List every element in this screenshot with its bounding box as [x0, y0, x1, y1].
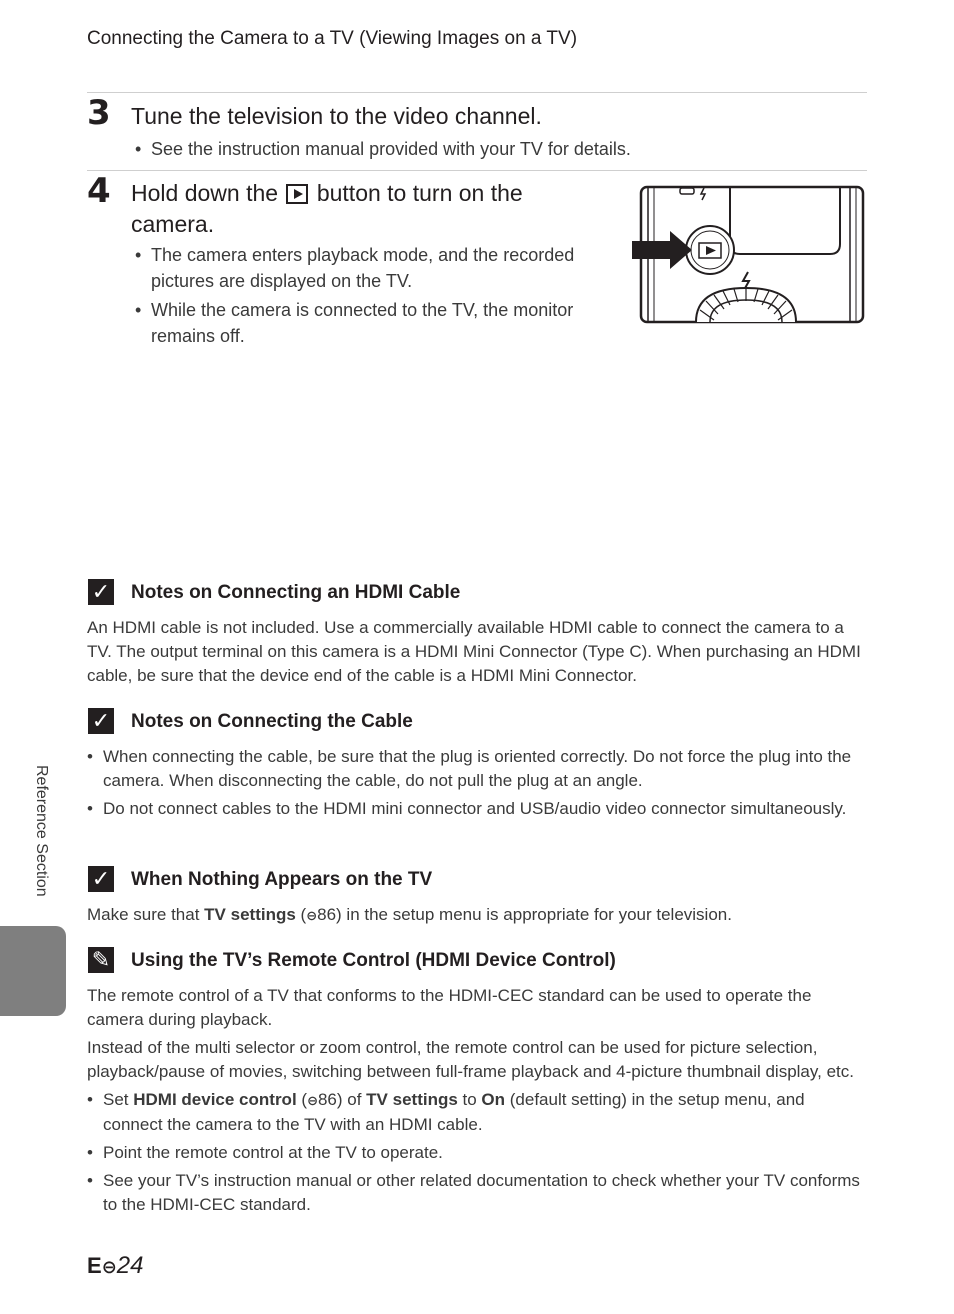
list-item: • Point the remote control at the TV to operate. — [87, 1141, 867, 1165]
check-icon: ✓ — [88, 866, 114, 892]
pencil-icon: ✎ — [88, 947, 114, 973]
step-bullets — [135, 242, 605, 352]
reference-icon: ⊖ — [306, 908, 318, 923]
note-title: Notes on Connecting an HDMI Cable — [131, 582, 461, 603]
list-item: • See the instruction manual provided with your TV for details. — [135, 136, 855, 162]
note-title: When Nothing Appears on the TV — [131, 869, 433, 890]
text-run: (default setting) in the setup menu, and connect the camera to the TV with an HDMI cable. — [103, 1090, 805, 1134]
list-item — [87, 1088, 867, 1137]
page-number — [87, 1252, 143, 1280]
list-item: • Do not connect cables to the HDMI mini connector and USB/audio video connector simultaneously. — [87, 797, 867, 821]
note-body: An HDMI cable is not included. Use a commercially available HDMI cable to connect the camera to a TV. The output terminal on this camera is a HDMI Mini Connector (Type C). When purchasing an HDMI cable, be sure that the device end of the cable is a HDMI Mini Connector. — [87, 618, 861, 685]
setting-name: HDMI device control — [133, 1090, 297, 1109]
setting-value: On — [481, 1090, 506, 1109]
check-icon: ✓ — [88, 708, 114, 734]
note-body — [87, 745, 867, 825]
list-item: • The camera enters playback mode, and the recorded pictures are displayed on the TV. — [135, 242, 605, 294]
text-run: to — [457, 1090, 482, 1109]
reference-icon: ⊖ — [307, 1093, 318, 1108]
section-mark: E — [87, 1253, 102, 1278]
divider — [87, 170, 867, 171]
list-item: • When connecting the cable, be sure that the plug is oriented correctly. Do not force the plug into the camera. When disconnecting the cable, do not pull the plug at an angle. — [87, 745, 867, 793]
paragraph: Instead of the multi selector or zoom control, the remote control can be used for picture selection, playback/pause of movies, switching between full-frame playback and 4-picture thumbnail display, etc. — [87, 1038, 854, 1081]
camera-illustration — [630, 184, 866, 326]
text-run: ( — [296, 1090, 308, 1109]
text-run: ( — [300, 905, 307, 924]
setting-name: TV settings — [204, 905, 296, 924]
note-body — [87, 903, 867, 928]
step-title-part: button to turn on the — [316, 180, 523, 206]
page-reference: 86) — [317, 905, 342, 924]
note-title: Notes on Connecting the Cable — [131, 711, 413, 732]
page-header: Connecting the Camera to a TV (Viewing Images on a TV) — [87, 28, 578, 49]
step-title: Tune the television to the video channel. — [131, 103, 542, 129]
divider — [87, 92, 867, 93]
note-body — [87, 984, 867, 1221]
page-number-value: 24 — [116, 1252, 144, 1279]
step-bullets — [135, 136, 855, 165]
list-item: • See your TV’s instruction manual or other related documentation to check whether your TV conforms to the HDMI-CEC standard. — [87, 1169, 867, 1217]
text-run: Set — [103, 1090, 134, 1109]
note-title: Using the TV’s Remote Control (HDMI Device Control) — [131, 950, 616, 971]
paragraph: The remote control of a TV that conforms to the HDMI-CEC standard can be used to operate the camera during playback. — [87, 986, 812, 1029]
playback-button-icon — [286, 184, 308, 204]
check-icon: ✓ — [88, 579, 114, 605]
step-title — [131, 178, 601, 240]
page-reference: 86) of — [317, 1090, 367, 1109]
step-title-part: camera. — [131, 211, 215, 237]
section-tab — [0, 926, 66, 1016]
section-label: Reference Section — [33, 765, 50, 897]
step-number: 3 — [87, 93, 111, 133]
reference-icon: ⊖ — [101, 1257, 117, 1277]
setting-name: TV settings — [366, 1090, 458, 1109]
text-run: in the setup menu is appropriate for your television. — [341, 905, 732, 924]
text-run: Make sure that — [87, 905, 205, 924]
list-item: • While the camera is connected to the TV, the monitor remains off. — [135, 297, 605, 349]
step-number: 4 — [87, 171, 111, 211]
step-title-part: Hold down the — [131, 180, 279, 206]
